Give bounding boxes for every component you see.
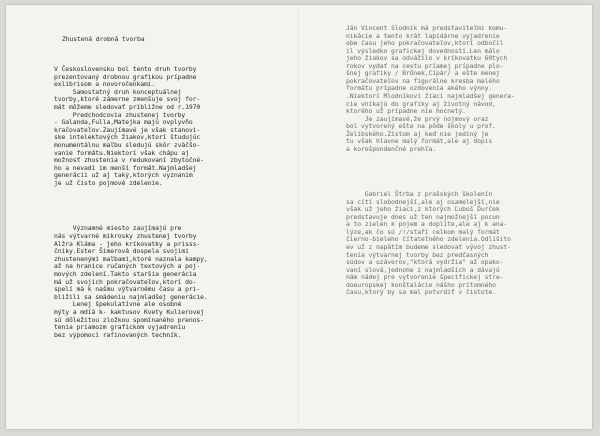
text-line: je už čisto pojmové zdelenie. (54, 178, 163, 187)
text-line: kračovateľov.Zaujímavé je však stanovi- (54, 125, 201, 134)
text-line: ske intelektových žiakov,ktorí študujúc (54, 133, 201, 142)
right-paragraph-1 (346, 25, 515, 153)
text-line: ktorého už prípadne nie hocnetý. (346, 107, 466, 116)
text-line: však už jeho žiaci,z ktorých Ľuboš Ďurček (346, 205, 500, 214)
text-line: Je zaujímavé,že prvý nojmový oraz (346, 114, 489, 123)
text-line: predstavuje dnes už ten najmožnejší pocun (346, 212, 500, 221)
text-line: tu však hlavne malý formát,ale aj dopis (346, 137, 493, 146)
text-line: ho a nevadí im menší formát.Najmladšej (54, 163, 197, 172)
text-line: - Galanda,Fulla,Matejka majú ovplyvňo (54, 118, 193, 127)
text-line: exlibrisom a novoročenkami. (54, 80, 156, 89)
text-line: mových zdelení.Takto staršia generácia (54, 270, 197, 278)
text-line: súdov a uzáverov,"ktorá vydržia" až opako- (346, 258, 504, 267)
text-line: ev už z napätím budeme sledovať vývoj zhust- (346, 243, 511, 251)
document-sheet (6, 5, 592, 429)
left-paragraph-1 (54, 66, 208, 188)
text-line: mát môžeme sledovať približne od r.1970 (54, 102, 201, 111)
text-line: Predchodcovia zhustenej tvorby (54, 110, 186, 119)
text-line: rokov vydať na cestu príamej prípadne plo- (346, 61, 504, 70)
text-line: Želibského.Zistom aj keď nie jediný je (346, 129, 489, 138)
text-line: monumentálnu maľbu sledujú skôr zväčšo- (54, 140, 201, 149)
text-line: tvorby,ktoré zámerne zmenšuje svoj for- (54, 95, 201, 104)
text-line: tenia priamozm grafickom vyjadreniu (54, 323, 186, 332)
document-title: Zhustená drobná tvorba (62, 35, 145, 44)
text-line: Významné miesto zaujímajú pre (54, 224, 182, 233)
text-line: bližili sa smädeniu najmladšej generácie. (54, 292, 208, 301)
right-paragraph-2 (346, 191, 515, 297)
text-line: generácii už aj taký,ktorých vyznanim (54, 171, 193, 180)
text-line: Ján Vincent Slodník má predstaviteľmi komu- (346, 24, 508, 33)
text-line: až na hranice ručaných textových a poj- (54, 262, 201, 271)
page-fold (298, 5, 300, 429)
text-line: vanie formátu.Niektorí však chápu aj (54, 148, 189, 157)
text-line: čniky.Ester Šimerová dospela svojimi (54, 247, 189, 256)
text-line: šnej grafiky / Brůnek,Cipár/ a ešte menej (346, 69, 500, 78)
text-line: má už svojich pokračovateľov,ktorí do- (54, 277, 197, 286)
text-line: nás výtvarné mikrosky zhustenej tvorby (54, 232, 197, 241)
text-line: jeho žiakov sa odvážilo v kríkovatku 60tych (346, 54, 508, 63)
text-line: pokračovateľov na figurálne kresba malého (346, 76, 500, 85)
text-line: sú dôležitou zložkou spomínaného prenos- (54, 315, 204, 324)
text-line: čierno-bieleho čítateľného zdelenia.Odlišito (346, 235, 511, 244)
text-line: spelí mä k našmu výtvarnému času a pri- (54, 285, 201, 294)
text-line: a to zielen k pojem a doplite,ale aj k ana- (346, 220, 508, 229)
left-paragraph-2 (54, 225, 208, 339)
text-line: Samostatný druh konceptuálnej (54, 87, 182, 96)
text-line: času,ktorý by sa mal potvrdiť v čistote. (346, 288, 496, 297)
text-line: vaní slová,jednohe z najmladších a dávajú (346, 265, 500, 274)
text-line: zhustenenými maľbami,ktoré naznala kampy, (54, 254, 208, 263)
text-line: Lenej špekulatívne ale osobné (54, 300, 182, 309)
text-line: tenia výtvarnej tvorby bez predčasných (346, 250, 489, 259)
text-line: nám nádej pre vytvorenie špecifickej stre- (346, 273, 504, 282)
text-line: doeuropskej konštalácie nášho prítomného (346, 280, 496, 289)
text-line: bol vytvorený ešte na pôde školy u prof. (346, 122, 496, 131)
text-line: il výsledko grafickej dovednosti.Len málo (346, 46, 500, 55)
text-line: prezentovaný drobnou grafikou prípadne (54, 72, 197, 81)
left-column (54, 21, 208, 355)
text-line: Gabriel Štrba z prašských školenín (346, 190, 493, 199)
text-line: bez výpomoci rafinovaných techník. (54, 330, 182, 339)
text-line: V Československu bol tento druh tvorby (54, 64, 197, 73)
text-line: sa cítí slobodnejší,ale aj osamelejší,nie (346, 197, 500, 206)
text-line: cie vníkajú do grafiky aj životný návod, (346, 99, 496, 108)
text-line: mýty a mdíä k- kaktusov Kvety Kulierovej (54, 307, 204, 316)
right-column (346, 10, 515, 312)
text-line: .Niektorí Mlodníkovi žiaci najmladšej genera- (346, 92, 515, 101)
text-line: Alžra Kláma - jeho kríkovatky a prisss- (54, 239, 201, 248)
text-line: nikácie a tento krát lapidárne vyjadrenie (346, 31, 500, 40)
text-line: obe času jeho pokračovateľov,ktorí odbočil (346, 39, 504, 48)
text-line: a korešpondenčné prehľa. (346, 144, 436, 153)
text-line: lýze,ak čo sú /!/staří celkom malý formát (346, 227, 500, 236)
text-line: formátu prípadne ozdovenia akého výnny. (346, 84, 493, 93)
text-line: možnosť zhustenia v redukovaní zbytočné- (54, 156, 204, 165)
